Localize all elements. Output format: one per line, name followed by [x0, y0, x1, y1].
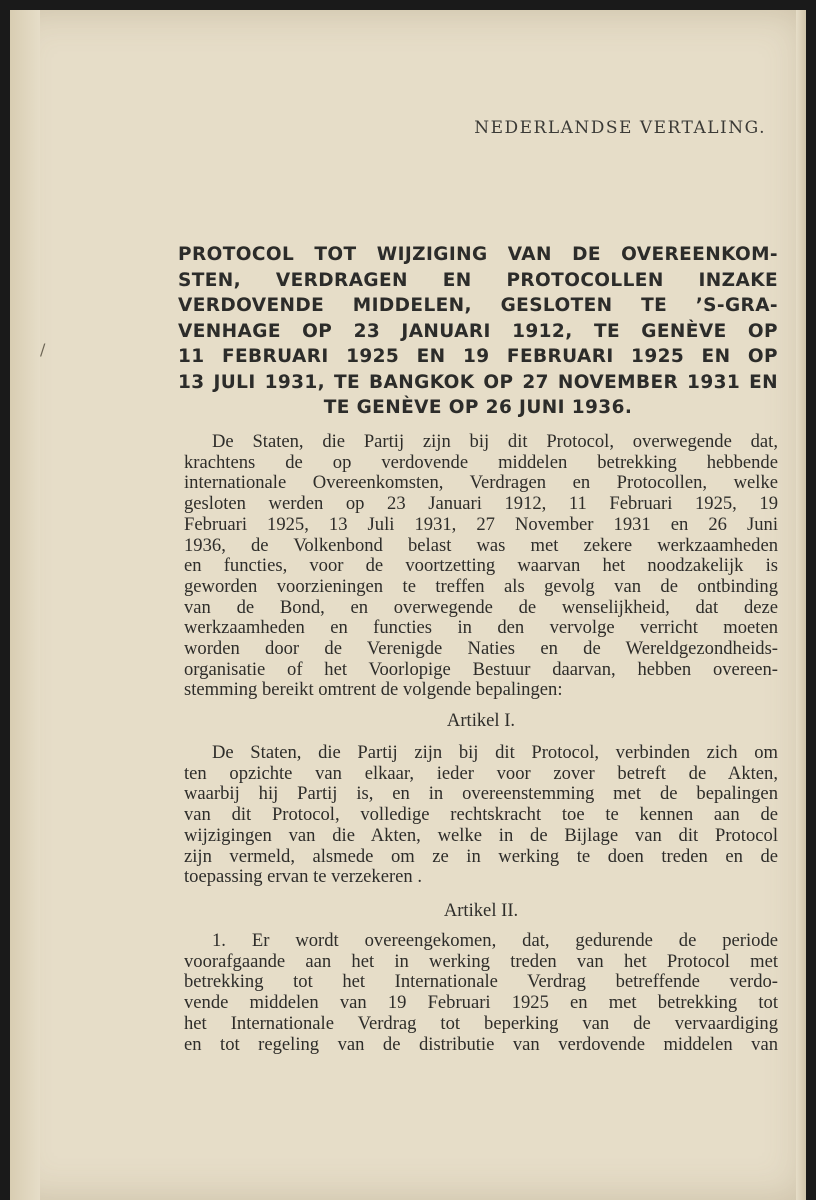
preamble-paragraph	[184, 432, 778, 701]
text-line: het Internationale Verdrag tot beperking van de vervaardiging	[184, 1012, 778, 1034]
text-line: zijn vermeld, alsmede om ze in werking te doen treden en de	[184, 845, 778, 867]
article-1-heading: Artikel I.	[446, 710, 516, 731]
text-line: vende middelen van 19 Februari 1925 en met betrekking tot	[184, 992, 778, 1014]
article-2-heading: Artikel II.	[443, 900, 519, 921]
text-line: Februari 1925, 13 Juli 1931, 27 November 1931 en 26 Juni	[184, 513, 778, 535]
title-line: TE GENÈVE OP 26 JUNI 1936.	[323, 397, 633, 418]
text-line: betrekking tot het Internationale Verdrag betreffende verdo-	[184, 971, 778, 993]
text-line: 1. Er wordt overeengekomen, dat, gedurende de periode	[212, 930, 778, 951]
text-line: waarbij hij Partij is, en in overeenstemming met de bepalingen	[184, 783, 778, 805]
text-line: krachtens de op verdovende middelen betrekking hebbende	[184, 451, 778, 473]
article-1-paragraph	[184, 743, 778, 888]
margin-tick: /	[40, 340, 46, 359]
document-title	[178, 242, 778, 421]
text-line: geworden voorzieningen te treffen als gevolg van de ontbinding	[184, 575, 778, 597]
text-line: en functies, voor de voortzetting waarvan het noodzakelijk is	[184, 555, 778, 577]
document-page	[10, 10, 806, 1200]
text-line: werkzaamheden en functies in den vervolge verricht moeten	[184, 617, 778, 639]
text-line: internationale Overeenkomsten, Verdragen en Protocollen, welke	[184, 472, 778, 494]
title-line: 13 JULI 1931, TE BANGKOK OP 27 NOVEMBER 1931 EN	[178, 371, 778, 393]
text-line: organisatie of het Voorlopige Bestuur daarvan, hebben overeen-	[184, 658, 778, 680]
title-line: STEN, VERDRAGEN EN PROTOCOLLEN INZAKE	[178, 269, 778, 291]
text-line: De Staten, die Partij zijn bij dit Protocol, verbinden zich om	[212, 742, 778, 763]
text-line: ten opzichte van elkaar, ieder voor zover betreft de Akten,	[184, 762, 778, 784]
text-line: worden door de Verenigde Naties en de Wereldgezondheids-	[184, 638, 778, 660]
title-line: PROTOCOL TOT WIJZIGING VAN DE OVEREENKOM-	[178, 244, 778, 265]
article-2-paragraph	[184, 931, 778, 1055]
text-line: van de Bond, en overwegende de wenselijkheid, dat deze	[184, 596, 778, 618]
text-line: wijzigingen van die Akten, welke in de Bijlage van dit Protocol	[184, 824, 778, 846]
text-line: en tot regeling van de distributie van verdovende middelen van	[184, 1033, 778, 1055]
text-line: van dit Protocol, volledige rechtskracht toe te kennen aan de	[184, 804, 778, 826]
page-header: NEDERLANDSE VERTALING.	[474, 118, 766, 138]
text-line: stemming bereikt omtrent de volgende bepalingen:	[184, 679, 563, 701]
text-line: toepassing ervan te verzekeren .	[184, 866, 422, 888]
title-line: VENHAGE OP 23 JANUARI 1912, TE GENÈVE OP	[178, 320, 778, 342]
text-line: De Staten, die Partij zijn bij dit Protocol, overwegende dat,	[212, 431, 778, 452]
text-line: voorafgaande aan het in werking treden van het Protocol met	[184, 950, 778, 972]
text-line: gesloten werden op 23 Januari 1912, 11 Februari 1925, 19	[184, 493, 778, 515]
title-line: VERDOVENDE MIDDELEN, GESLOTEN TE ’S-GRA-	[178, 295, 778, 316]
text-line: 1936, de Volkenbond belast was met zekere werkzaamheden	[184, 534, 778, 556]
title-line: 11 FEBRUARI 1925 EN 19 FEBRUARI 1925 EN OP	[178, 346, 778, 367]
